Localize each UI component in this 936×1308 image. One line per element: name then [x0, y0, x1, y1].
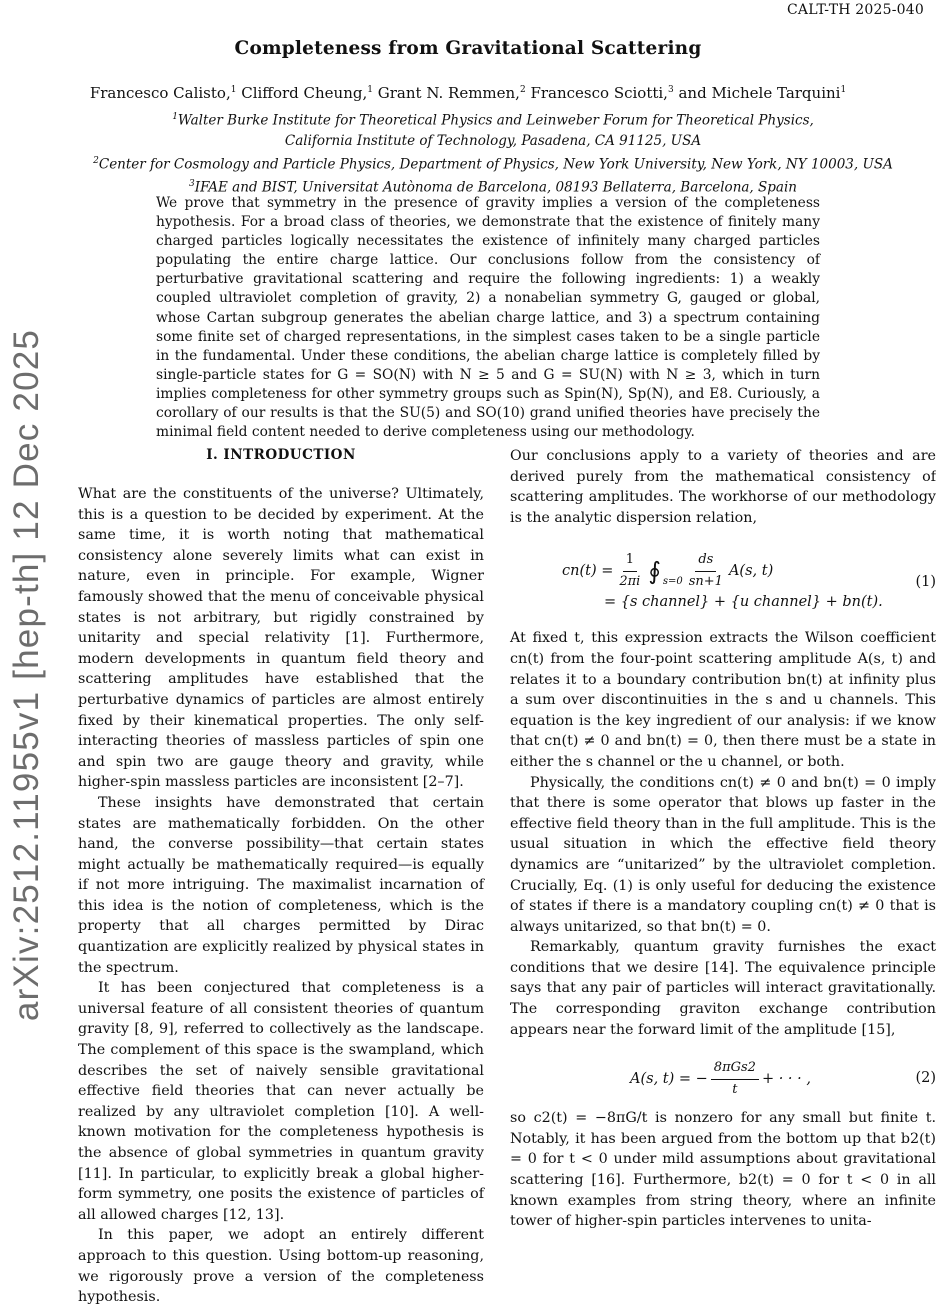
equation-number: (2) — [915, 1070, 936, 1087]
author: Clifford Cheung, — [241, 84, 368, 102]
paragraph: It has been conjectured that completeness is a universal feature of all consistent theories of quantum gravity [8, 9], referred to collectively as the landscape. The complement of this space is the swampland, which describes the set of naively sensible gravitational effective field theories that can never actually be realized by any ultraviolet completion [10]. A well-known motivation for the completeness hypothesis is the absence of global symmetries in quantum gravity [11]. In particular, to explicitly break a global higher-form symmetry, one posits the existence of particles of all allowed charges [12, 13]. — [78, 980, 484, 1223]
author: Francesco Sciotti, — [530, 84, 668, 102]
affil-text: California Institute of Technology, Pasadena, CA 91125, USA — [284, 132, 702, 149]
author-affil-mark: 3 — [667, 85, 674, 95]
paper-title: Completeness from Gravitational Scattering — [234, 38, 702, 59]
paragraph: Remarkably, quantum gravity furnishes the exact conditions that we desire [14]. The equivalence principle says that any pair of particles will interact gravitationally. The corresponding graviton exchange contribution appears near the forward limit of the amplitude [15], — [510, 939, 936, 1038]
eq2-lhs: A(s, t) = − — [630, 1071, 708, 1088]
paragraph: At fixed t, this expression extracts the Wilson coefficient cn(t) from the four-point scattering amplitude A(s, t) and relates it to a boundary contribution bn(t) at infinity plus a sum over discontinuities in the s and u channels. This equation is the key ingredient of our analysis: if we know that cn(t) ≠ 0 and bn(t) = 0, then there must be a state in either the s channel or the u channel, or both. — [510, 630, 936, 770]
affiliation — [60, 151, 926, 175]
paragraph: Physically, the conditions cn(t) ≠ 0 and bn(t) = 0 imply that there is some operator that blows up faster in the effective field theory than in the full amplitude. This is the usual situation in which the effective field theory dynamics are “unitarized” by the ultraviolet completion. Crucially, Eq. (1) is only useful for deducing the existence of states if there is a mandatory coupling cn(t) ≠ 0 that is always unitarized, so that bn(t) = 0. — [510, 774, 936, 935]
eq1-frac1-den: 2πi — [619, 573, 641, 589]
eq1-contour-label: s=0 — [662, 575, 683, 587]
author-affil-mark: 1 — [367, 85, 373, 95]
paragraph: In this paper, we adopt an entirely different approach to this question. Using bottom-up reasoning, we rigorously prove a version of the completeness hypothesis. — [78, 1227, 484, 1306]
author-list — [0, 84, 936, 102]
report-number: CALT-TH 2025-040 — [786, 2, 924, 18]
affil-text: IFAE and BIST, Universitat Autònoma de Barcelona, 08193 Bellaterra, Barcelona, Spain — [194, 179, 797, 196]
eq1-frac1-num: 1 — [623, 550, 637, 572]
affil-mark: 3 — [189, 179, 195, 189]
arxiv-side-stamp — [6, 235, 48, 1115]
eq1-frac2-den: sn+1 — [688, 573, 723, 589]
author: Francesco Calisto, — [89, 84, 231, 102]
left-column — [78, 484, 484, 1308]
eq2-rhs: + · · · , — [761, 1071, 811, 1088]
paragraph: What are the constituents of the universe? Ultimately, this is a question to be decided by experiment. At the same time, it is worth noting that mathematical consistency alone severely limits what can exist in nature, even in principle. For example, Wigner famously showed that the menu of conceivable physical states is not arbitrary, but rigidly constrained by unitarity and special relativity [1]. Furthermore, modern developments in quantum field theory and scattering amplitudes have established that the perturbative dynamics of particles are almost entirely fixed by their kinematical properties. The only self-interacting theories of massless particles of spin one and spin two are gauge theory and gravity, while higher-spin massless particles are inconsistent [2–7]. — [78, 486, 484, 791]
abstract: We prove that symmetry in the presence of gravity implies a version of the completeness hypothesis. For a broad class of theories, we demonstrate that the existence of finitely many charged particles logically necessitates the existence of infinitely many charged particles populating the entire charge lattice. Our conclusions follow from the consistency of perturbative gravitational scattering and require the following ingredients: 1) a weakly coupled ultraviolet completion of gravity, 2) a nonabelian symmetry G, gauged or global, whose Cartan subgroup generates the abelian charge lattice, and 3) a spectrum containing some finite set of charged representations, in the simplest cases taken to be a single particle in the fundamental. Under these conditions, the abelian charge lattice is completely filled by single-particle states for G = SO(N) with N ≥ 5 and G = SU(N) with N ≥ 3, which in turn implies completeness for other symmetry groups such as Spin(N), Sp(N), and E8. Curiously, a corollary of our results is that the SU(5) and SO(10) grand unified theories have precisely the minimal field content needed to derive completeness using our methodology. — [156, 195, 820, 441]
author: Grant N. Remmen, — [377, 84, 520, 102]
affiliation — [60, 131, 926, 151]
affil-text: Walter Burke Institute for Theoretical Physics and Leinweber Forum for Theoretical Physics, — [177, 112, 814, 129]
eq2-frac-den: t — [732, 1081, 738, 1097]
author-affil-mark: 1 — [840, 85, 847, 95]
right-column — [510, 446, 936, 1232]
equation-number: (1) — [915, 574, 936, 591]
author: and Michele Tarquini — [678, 84, 841, 102]
paragraph: These insights have demonstrated that certain states are mathematically forbidden. On the other hand, the converse possibility—that certain states might actually be mathematically required—is equally if not more intriguing. The maximalist incarnation of this idea is the notion of completeness, which is the property that all charges permitted by Dirac quantization are explicitly realized by physical states in the spectrum. — [78, 794, 484, 976]
section-heading: I. INTRODUCTION — [206, 447, 356, 463]
eq1-fraction-2 — [686, 550, 726, 592]
equation-1-line-2: = {s channel} + {u channel} + bn(t). — [604, 594, 883, 611]
eq1-fraction-1 — [616, 550, 643, 592]
affil-mark: 1 — [172, 112, 178, 122]
equation-2 — [510, 1050, 936, 1098]
affiliation — [60, 107, 926, 131]
contour-integral-symbol: ∮ — [648, 557, 661, 586]
author-affil-mark: 2 — [519, 85, 526, 95]
eq2-fraction — [711, 1058, 759, 1100]
eq2-frac-num: 8πGs2 — [711, 1058, 759, 1080]
eq1-frac2-num: ds — [695, 550, 716, 572]
eq1-lhs: cn(t) = — [562, 563, 614, 580]
paragraph: Our conclusions apply to a variety of theories and are derived purely from the mathematical consistency of scattering amplitudes. The workhorse of our methodology is the analytic dispersion relation, — [510, 448, 936, 526]
equation-2-line — [630, 1058, 811, 1100]
eq1-integrand: A(s, t) — [728, 563, 774, 580]
arxiv-identifier: arXiv:2512.11955v1 [hep-th] 12 Dec 2025 — [7, 328, 47, 1022]
equation-1 — [510, 540, 936, 618]
paragraph: so c2(t) = −8πG/t is nonzero for any small but finite t. Notably, it has been argued from the bottom up that b2(t) = 0 for t < 0 under mild assumptions about gravitational scattering [16]. Furthermore, b2(t) = 0 for t < 0 in all known examples from string theory, where an infinite tower of higher-spin particles intervenes to unita- — [510, 1110, 936, 1230]
author-affil-mark: 1 — [230, 85, 237, 95]
affil-mark: 2 — [93, 155, 99, 166]
equation-1-line-1 — [562, 550, 773, 592]
affiliation-list — [60, 107, 926, 198]
affil-text: Center for Cosmology and Particle Physics, Department of Physics, New York University, New York, NY 10003, USA — [98, 156, 893, 172]
